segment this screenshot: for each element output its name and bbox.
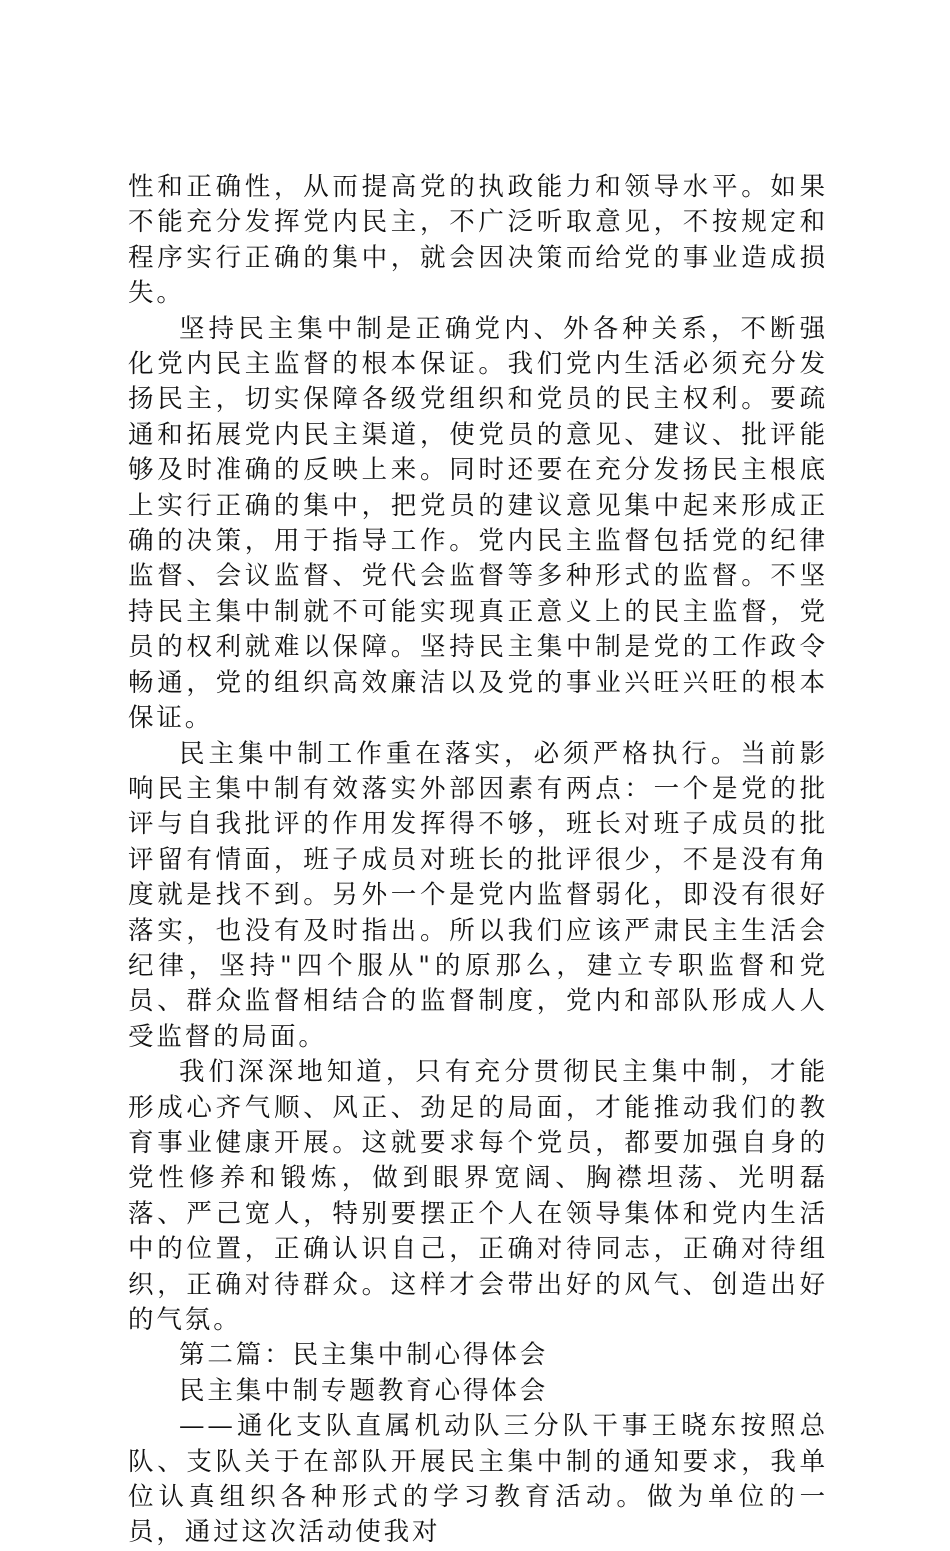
paragraph-supervision: 坚持民主集中制是正确党内、外各种关系，不断强化党内民主监督的根本保证。我们党内生活必须充分发扬民主，切实保障各级党组织和党员的民主权利。要疏通和拓展党内民主渠道，使党员的意见、建议、批评能够及时准确的反映上来。同时还要在充分发扬民主根底上实行正确的集中，把党员的建议意见集中起来形成正确的决策，用于指导工作。党内民主监督包括党的纪律监督、会议监督、党代会监督等多种形式的监督。不坚持民主集中制就不可能实现真正意义上的民主监督，党员的权利就难以保障。坚持民主集中制是党的工作政令畅通，党的组织高效廉洁以及党的事业兴旺兴旺的根本保证。 xyxy=(128,313,828,734)
paragraph-implementation: 民主集中制工作重在落实，必须严格执行。当前影响民主集中制有效落实外部因素有两点：一个是党的批评与自我批评的作用发挥得不够，班长对班子成员的批评留有情面，班子成员对班长的批评很少，不是没有角度就是找不到。另外一个是党内监督弱化，即没有很好落实，也没有及时指出。所以我们应该严肃民主生活会纪律，坚持"四个服从"的原那么，建立专职监督和党员、群众监督相结合的监督制度，党内和部队形成人人受监督的局面。 xyxy=(128,738,828,1052)
article-title: 民主集中制专题教育心得体会 xyxy=(179,1375,549,1406)
paragraph-conclusion: 我们深深地知道，只有充分贯彻民主集中制，才能形成心齐气顺、风正、劲足的局面，才能推动我们的教育事业健康开展。这就要求每个党员，都要加强自身的党性修养和锻炼，做到眼界宽阔、胸襟坦荡、光明磊落、严己宽人，特别要摆正个人在领导集体和党内生活中的位置，正确认识自己，正确对待同志，正确对待组织，正确对待群众。这样才会带出好的风气、创造出好的气氛。 xyxy=(128,1057,828,1335)
paragraph-continuation: 性和正确性，从而提高党的执政能力和领导水平。如果不能充分发挥党内民主，不广泛听取意见，不按规定和程序实行正确的集中，就会因决策而给党的事业造成损失。 xyxy=(128,172,828,309)
paragraph-author-intro: ——通化支队直属机动队三分队干事王晓东按照总队、支队关于在部队开展民主集中制的通知要求，我单位认真组织各种形式的学习教育活动。做为单位的一员，通过这次活动使我对 xyxy=(128,1411,828,1548)
section-heading: 第二篇：民主集中制心得体会 xyxy=(179,1340,549,1371)
